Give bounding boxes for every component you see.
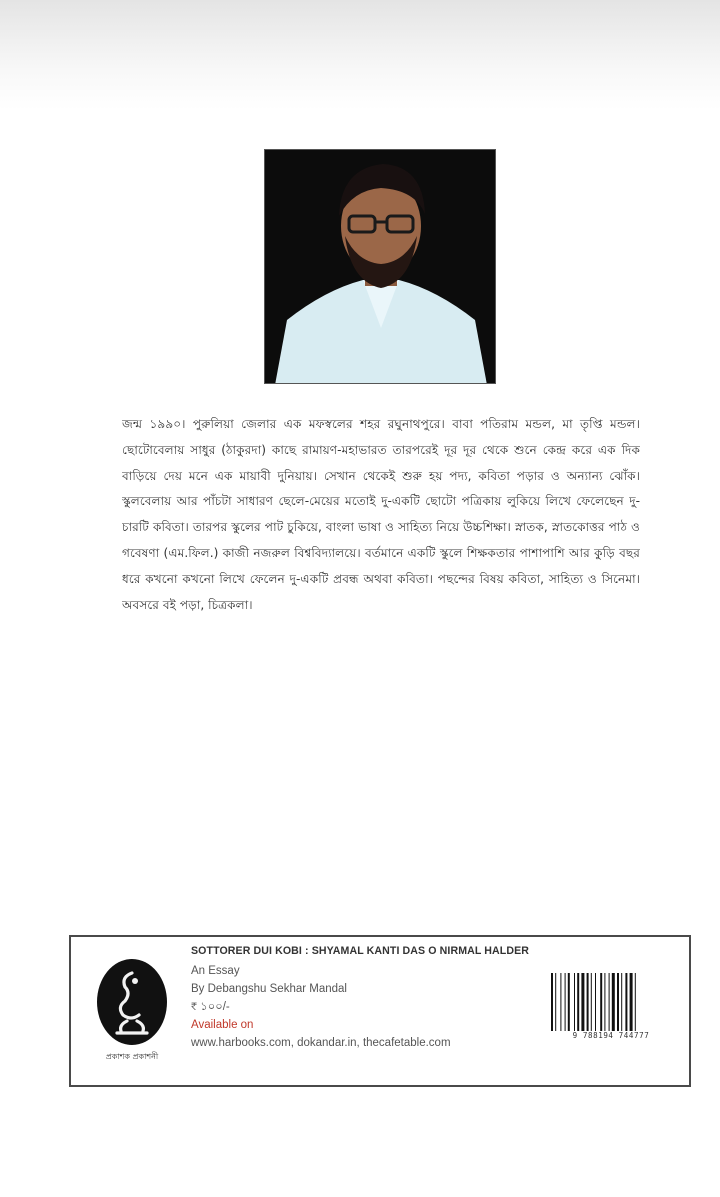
publisher-name: প্রকাশক প্রকাশনী: [105, 1052, 159, 1061]
barcode-bars-icon: [549, 973, 673, 1031]
barcode-number: 9 788194 744777: [572, 1031, 650, 1040]
author-bio: জন্ম ১৯৯০। পুরুলিয়া জেলার এক মফস্বলের শহর রঘুনাথপুরে। বাবা পতিরাম মন্ডল, মা তৃপ্তি মন্ডল। ছোটোবেলায় সাধুর (ঠাকুরদা) কাছে রামায়ণ-মহাভারত তারপরেই দূর দূর থেকে শুনে কেন্দ্র করে এক দিক বাড়িয়ে দেয় মনে এক মায়াবী দুনিয়ায়। সেখান থেকেই শুরু হয় পদ্য, কবিতা পড়ার ও অন্যান্য ঝোঁক। স্কুলবেলায় আর পাঁচটা সাধারণ ছেলে-মেয়ের মতোই দু-একটি ছোটো পত্রিকায় লুকিয়ে লিখে ফেলেছেন দু-চারটি কবিতা। তারপর স্কুলের পাট চুকিয়ে, বাংলা ভাষা ও সাহিত্য নিয়ে উচ্চশিক্ষা। স্নাতক, স্নাতকোত্তর পাঠ ও গবেষণা (এম.ফিল.) কাজী নজরুল বিশ্ববিদ্যালয়ে। বর্তমানে একটি স্কুলে শিক্ষকতার পাশাপাশি আর কুড়ি বছর ধরে কখনো কখনো লিখে ফেলেন দু-একটি প্রবন্ধ অথবা কবিতা। পছন্দের বিষয় কবিতা, সাহিত্য ও সিনেমা। অবসরে বই পড়া, চিত্রকলা।: [122, 417, 640, 612]
book-title: SOTTORER DUI KOBI : SHYAMAL KANTI DAS O NIRMAL HALDER: [191, 945, 530, 957]
publisher-logo: [93, 955, 171, 1071]
book-meta: [191, 945, 551, 1052]
author-photo: [264, 149, 496, 384]
publisher-logo-icon: [97, 959, 167, 1045]
top-shade: [0, 0, 720, 110]
book-price: ₹ ১০০/-: [191, 1001, 230, 1013]
author-portrait-icon: [265, 150, 496, 384]
book-info-box: [69, 935, 691, 1087]
barcode: [549, 973, 673, 1045]
store-links: www.harbooks.com, dokandar.in, thecafetable.com: [191, 1037, 451, 1049]
available-label: Available on: [191, 1019, 254, 1031]
book-genre: An Essay: [191, 965, 240, 977]
book-author: By Debangshu Sekhar Mandal: [191, 983, 347, 995]
